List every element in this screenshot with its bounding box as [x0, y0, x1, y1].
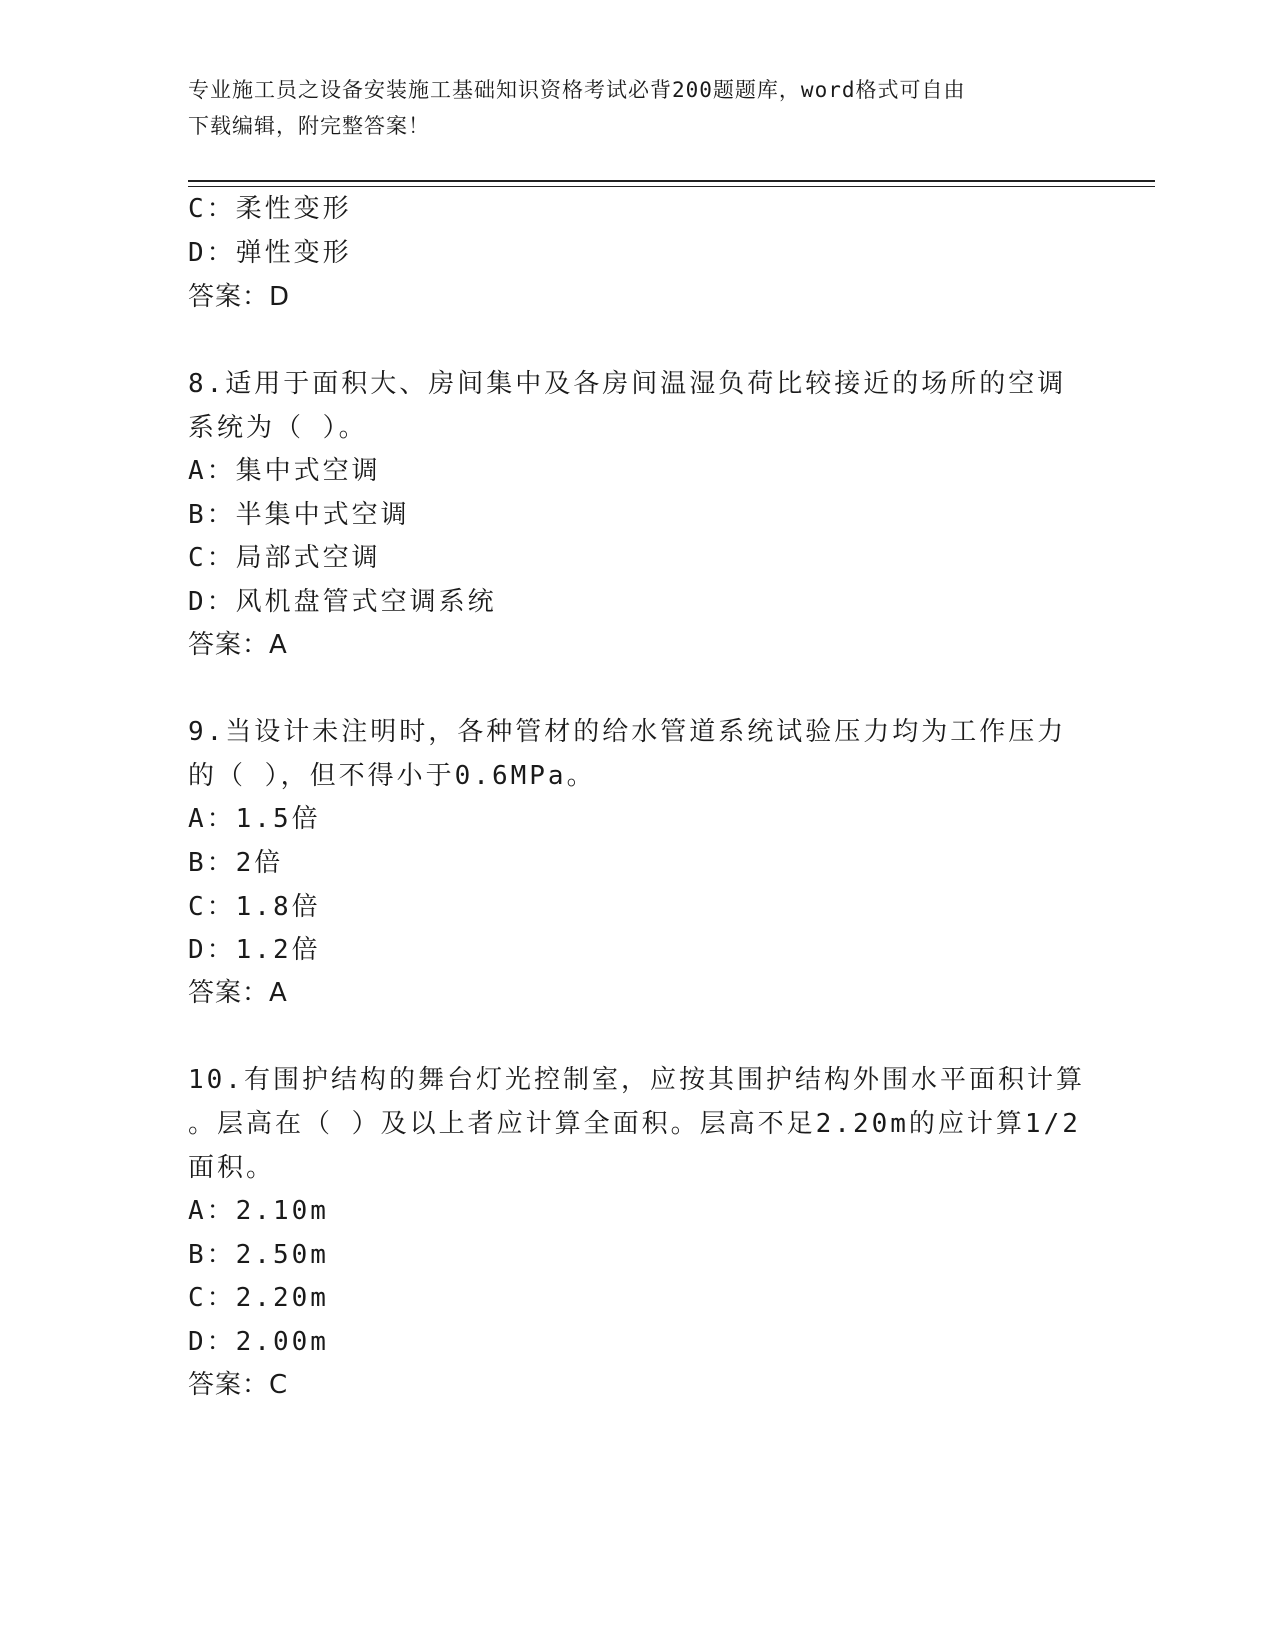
q8-stem-line-1: 8.适用于面积大、房间集中及各房间温湿负荷比较接近的场所的空调	[188, 369, 1067, 399]
q9-stem-line-2: 的（ ），但不得小于0.6MPa。	[188, 761, 596, 791]
q9-option-b: B：2倍	[188, 848, 284, 878]
q10-option-b: B：2.50m	[188, 1240, 329, 1270]
q10-option-a: A：2.10m	[188, 1196, 329, 1226]
q7-option-c: C：柔性变形	[188, 194, 352, 224]
q9-option-d: D：1.2倍	[188, 935, 321, 965]
q10-stem-line-1: 10.有围护结构的舞台灯光控制室，应按其围护结构外围水平面积计算	[188, 1065, 1085, 1095]
header-rule-thick	[188, 180, 1155, 182]
q10-option-c: C：2.20m	[188, 1283, 329, 1313]
q10-option-d: D：2.00m	[188, 1327, 329, 1357]
q9-option-a: A：1.5倍	[188, 804, 321, 834]
q10-stem-line-3: 面积。	[188, 1153, 276, 1183]
q8-option-c: C：局部式空调	[188, 543, 381, 573]
q10-answer: 答案：C	[188, 1370, 289, 1400]
header-line-2: 下载编辑，附完整答案！	[188, 114, 430, 138]
q7-answer: 答案：D	[188, 282, 291, 312]
q8-stem-line-2: 系统为（ ）。	[188, 413, 368, 443]
header-rule-thin	[188, 186, 1155, 187]
q7-option-d: D：弹性变形	[188, 238, 352, 268]
q8-option-b: B：半集中式空调	[188, 500, 410, 530]
q10-stem-line-2: 。层高在（ ）及以上者应计算全面积。层高不足2.20m的应计算1/2	[188, 1109, 1081, 1139]
q8-option-d: D：风机盘管式空调系统	[188, 587, 497, 617]
q9-answer: 答案：A	[188, 978, 288, 1008]
q9-option-c: C：1.8倍	[188, 892, 321, 922]
header-line-1: 专业施工员之设备安装施工基础知识资格考试必背200题题库，word格式可自由	[188, 78, 966, 102]
q8-answer: 答案：A	[188, 630, 288, 660]
q8-option-a: A：集中式空调	[188, 456, 381, 486]
page-header	[188, 72, 1078, 144]
q9-stem-line-1: 9.当设计未注明时，各种管材的给水管道系统试验压力均为工作压力	[188, 717, 1067, 747]
